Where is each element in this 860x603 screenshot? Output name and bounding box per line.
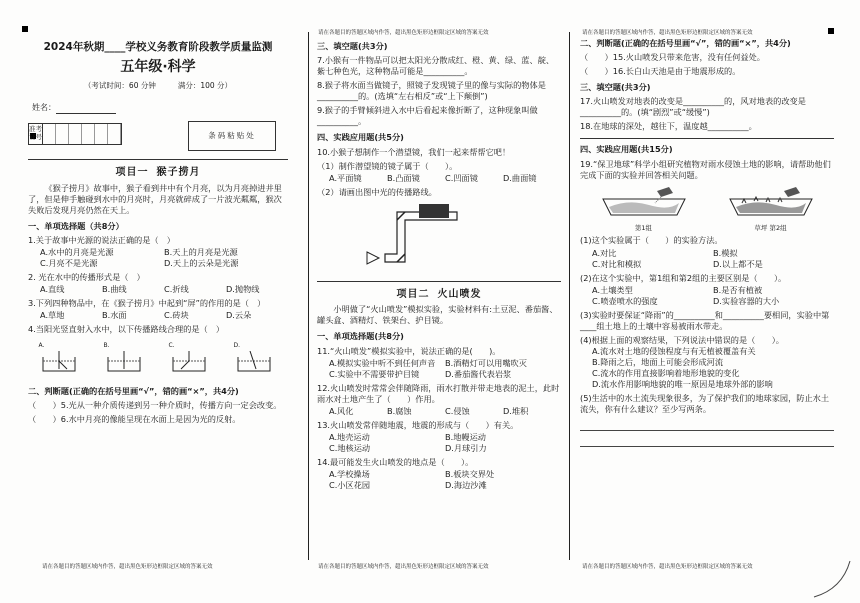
p1-section-choice: 一、单项选择题（共8分）: [28, 220, 124, 231]
exam-title: 2024年秋期____学校义务教育阶段教学质量监测: [43, 41, 273, 53]
q19-2-option-a[interactable]: A.土壤类型: [592, 284, 633, 295]
q12-option-d[interactable]: D.堆积: [503, 405, 529, 416]
barcode-area: 条码粘贴处: [188, 121, 276, 151]
question-18: 18.在地球的深处，越往下，温度越__________。: [580, 121, 757, 132]
question-8: 8.猴子将水面当做镜子，照镜子发现镜子里的像与实际的物体是__________的。(选填“左右相反”或“上下颠倒”): [317, 80, 546, 102]
q3-option-b[interactable]: B.水面: [102, 310, 127, 321]
fig1-label: 第1组: [634, 223, 653, 232]
q2-option-d[interactable]: D.抛物线: [226, 284, 260, 295]
project2-intro: 小明做了“火山喷发”模拟实验，实验材料有:土豆泥、番茄酱、罐头盒、酒精灯、铁架台、护目镜。: [317, 304, 558, 326]
exam-time: （考试时间：60 分钟: [83, 81, 156, 91]
question-19-2: (2)在这个实验中，第1组和第2组的主要区别是（ ）。: [580, 272, 787, 283]
bottom-banner-col2: 请在各题目的答题区域内作答，超出黑色矩形边框限定区域的答案无效: [318, 564, 489, 570]
q2-options: [28, 284, 288, 295]
q13-option-a[interactable]: A.地壳运动: [329, 431, 370, 442]
question-11: 11.“火山喷发”模拟实验中，说法正确的是( )。: [317, 345, 501, 356]
q3-option-d[interactable]: D.云朵: [226, 310, 252, 321]
answer-line-1[interactable]: [580, 419, 834, 431]
question-5: （ ）5.光从一种介质传递到另一种介质时，传播方向一定会改变。: [28, 399, 282, 410]
exam-id-box[interactable]: [28, 123, 122, 145]
q4-figure-b[interactable]: B.: [104, 339, 148, 377]
q4-figure-d[interactable]: D.: [234, 339, 278, 377]
question-19: 19.“保卫地球”科学小组研究植物对雨水侵蚀土地的影响，请帮助他们完成下面的实验并回答相关问题。: [580, 158, 831, 180]
q2-option-b[interactable]: B.曲线: [102, 284, 127, 295]
q13-options: [317, 432, 561, 454]
question-13: 13.火山喷发常伴随地震，地震的形成与（ ）有关。: [317, 419, 519, 430]
q10-option-a[interactable]: A.平面镜: [329, 172, 362, 183]
question-3: 3.下列四种物品中，在《猴子捞月》中起到“屏”的作用的是（ ）: [28, 298, 266, 309]
column-2: [308, 32, 570, 560]
p1-section-practice: 四、实践应用题(共5分): [317, 132, 404, 143]
project1-title: 项目一 猴子捞月: [115, 167, 201, 179]
exam-score: 满分：100 分）: [177, 81, 233, 91]
project2-title: 项目二 火山喷发: [396, 288, 482, 300]
q19-4-option-c[interactable]: C.流水的作用直接影响着地形地貌的变化: [592, 368, 740, 379]
p2-section-practice: 四、实践应用题(共15分): [580, 144, 673, 155]
q13-option-c[interactable]: C.地核运动: [329, 443, 371, 453]
q14-option-a[interactable]: A.学校操场: [329, 469, 370, 480]
periscope-diagram[interactable]: [357, 202, 561, 275]
q14-option-d[interactable]: D.海边沙滩: [445, 480, 487, 491]
q4-figure-a[interactable]: A.: [39, 339, 83, 377]
q2-option-a[interactable]: A.直线: [40, 284, 65, 295]
q19-1-option-c[interactable]: C.对比和模拟: [592, 258, 642, 269]
q14-option-c[interactable]: C.小区花园: [329, 480, 371, 491]
answer-line-2[interactable]: [580, 435, 834, 447]
experiment-group-2: [726, 185, 816, 233]
q12-option-a[interactable]: A.风化: [329, 405, 354, 416]
question-14: 14.最可能发生火山喷发的地点是（ ）。: [317, 457, 474, 468]
q10-options: [317, 173, 561, 184]
page-corner-fold: [812, 559, 852, 599]
bottom-banner-col3: 请在各题目的答题区域内作答，超出黑色矩形边框限定区域的答案无效: [582, 564, 753, 570]
question-19-5: (5)生活中的水土流失现象很多，为了保护我们的地球家园，防止水土流失，你有什么建议？至少写两条。: [580, 393, 830, 415]
grade-subject: 五年级·科学: [120, 59, 196, 76]
q12-option-b[interactable]: B.腐蚀: [387, 405, 412, 416]
q19-1-options: [580, 248, 834, 270]
project1-story: 《猴子捞月》故事中，猴子看到井中有个月亮，以为月亮掉进井里了，但是伸手触碰到水中的月亮时，月亮就碎成了一片波光粼粼，猴次失败后发现月亮仍然在天上。: [28, 182, 282, 215]
q19-1-option-d[interactable]: D.以上都不是: [713, 258, 763, 269]
q10-option-b[interactable]: B.凸面镜: [387, 172, 420, 183]
question-17: 17.火山喷发对地表的改变是__________的，风对地表的改变是__________的。(填“剧烈”或“缓慢”): [580, 96, 806, 118]
top-banner-col2: 请在各题目的答题区域内作答，超出黑色矩形边框限定区域的答案无效: [318, 30, 489, 36]
question-7: 7.小猴有一件物品可以把太阳光分散成红、橙、黄、绿、蓝、靛、紫七种色光，这种物品可能是__________。: [317, 55, 555, 77]
question-10-1: （1）制作潜望镜的镜子属于（ ）。: [317, 160, 458, 171]
q1-option-c[interactable]: C.月亮不是光源: [40, 258, 98, 269]
question-10-2: （2）请画出图中光的传播路线。: [317, 186, 437, 197]
experiment-group-1: [599, 185, 689, 233]
q11-options: [317, 358, 561, 380]
question-1: 1.关于故事中光源的说法正确的是（ ）: [28, 234, 175, 245]
q3-option-c[interactable]: C.砖块: [164, 310, 189, 321]
q4-figures: [28, 339, 288, 377]
question-19-3: (3)实验时要保证“降雨”的__________和__________要相同，实验中第____组土地上的土壤中容易被雨水带走。: [580, 309, 830, 331]
q10-option-d[interactable]: D.曲面镜: [503, 172, 537, 183]
light-path-icon: [39, 351, 79, 375]
question-15: （ ）15.火山喷发只带来危害，没有任何益处。: [580, 52, 765, 63]
q19-2-option-c[interactable]: C.喷壶喷水的强度: [592, 295, 658, 306]
q11-option-d[interactable]: D.番茄酱代表岩浆: [445, 368, 512, 379]
light-path-icon: [234, 351, 274, 375]
name-field[interactable]: 姓名：: [32, 103, 116, 114]
q19-2-option-d[interactable]: D.实验容器的大小: [713, 295, 780, 306]
column-1: [28, 32, 288, 560]
q3-options: [28, 310, 288, 321]
question-4: 4.当阳光竖直射入水中，以下传播路线合理的是（ ）: [28, 324, 225, 335]
question-16: （ ）16.长白山天池是由于地震形成的。: [580, 66, 741, 77]
experiment-figures: [580, 185, 834, 233]
q19-4-option-b[interactable]: B.降雨之后，地面上可能会形成河流: [592, 357, 724, 368]
question-19-1: (1)这个实验属于（ ）的实验方法。: [580, 235, 723, 246]
student-info: [28, 99, 288, 157]
q10-option-c[interactable]: C.凹面镜: [445, 172, 478, 183]
p1-section-fill: 三、填空题(共3分): [317, 41, 388, 51]
fig2-label: 草坪 第2组: [754, 223, 787, 232]
light-path-icon: [169, 351, 209, 375]
exam-info: [28, 81, 288, 91]
q1-option-a[interactable]: A.水中的月亮是光源: [40, 247, 114, 257]
column-3: [572, 32, 840, 560]
q1-option-d[interactable]: D.天上的云朵是光源: [164, 258, 239, 269]
q19-4-options: [580, 346, 834, 390]
p2-section-fill: 三、填空题(共3分): [580, 82, 651, 93]
bottom-banner-col1: 请在各题目的答题区域内作答，超出黑色矩形边框限定区域的答案无效: [42, 564, 213, 570]
q19-1-option-b[interactable]: B.模拟: [713, 247, 738, 258]
q19-1-option-a[interactable]: A.对比: [592, 247, 617, 258]
question-19-4: (4)根据上面的观察结果，下列说法中错误的是（ ）。: [580, 334, 784, 345]
question-12: 12.火山喷发时常常会伴随降雨，雨水打散并带走地表的泥土，此时雨水对土地产生了（ ）作用。: [317, 382, 560, 404]
q19-4-option-d[interactable]: D.流水作用影响地貌的唯一原因是地球外部的影响: [592, 379, 773, 390]
q19-2-options: [580, 285, 834, 307]
p1-section-judge: 二、判断题(正确的在括号里画“√”，错的画“×”，共4分): [28, 385, 239, 396]
q2-option-c[interactable]: C.折线: [164, 284, 189, 295]
q11-option-a[interactable]: A.模拟实验中听不到任何声音: [329, 357, 436, 368]
question-9: 9.猴子的手臂倾斜进入水中后看起来像折断了，这种现象叫做__________。: [317, 105, 538, 127]
q12-options: [317, 406, 561, 417]
periscope-icon: [357, 202, 467, 272]
p2-section-judge: 二、判断题(正确的在括号里画“√”，错的画“×”，共4分): [580, 38, 791, 48]
top-banner-col3: 请在各题目的答题区域内作答，超出黑色矩形边框限定区域的答案无效: [582, 30, 753, 36]
soil-tray-icon: [599, 185, 689, 221]
q13-option-d[interactable]: D.月球引力: [445, 443, 487, 453]
q4-figure-c[interactable]: C.: [169, 339, 213, 377]
question-2: 2. 光在水中的传播形式是（ ）: [28, 272, 145, 283]
question-6: （ ）6.水中月亮的像能呈现在水面上是因为光的反射。: [28, 413, 241, 424]
q1-option-b[interactable]: B.天上的月亮是光源: [164, 247, 238, 257]
q14-option-b[interactable]: B.板块交界处: [445, 469, 495, 480]
grass-tray-icon: [726, 185, 816, 221]
exam-id-label: 准考证号: [29, 124, 43, 144]
question-10: 10.小猴子想制作一个潜望镜，我们一起来帮帮它吧！: [317, 146, 511, 157]
light-path-icon: [104, 351, 144, 375]
q12-option-c[interactable]: C.侵蚀: [445, 405, 470, 416]
q3-option-a[interactable]: A.草地: [40, 310, 65, 321]
q1-options: [28, 247, 288, 269]
q14-options: [317, 469, 561, 491]
q11-option-c[interactable]: C.实验中不需要带护目镜: [329, 368, 420, 379]
q13-option-b[interactable]: B.地幔运动: [445, 431, 486, 442]
q19-2-option-b[interactable]: B.是否有植被: [713, 284, 763, 295]
p2-section-choice: 一、单项选择题(共8分): [317, 331, 404, 342]
q19-4-option-a[interactable]: A.流水对土地的侵蚀程度与有无植被覆盖有关: [592, 346, 756, 357]
q11-option-b[interactable]: B.酒精灯可以用嘴吹灭: [445, 357, 527, 368]
